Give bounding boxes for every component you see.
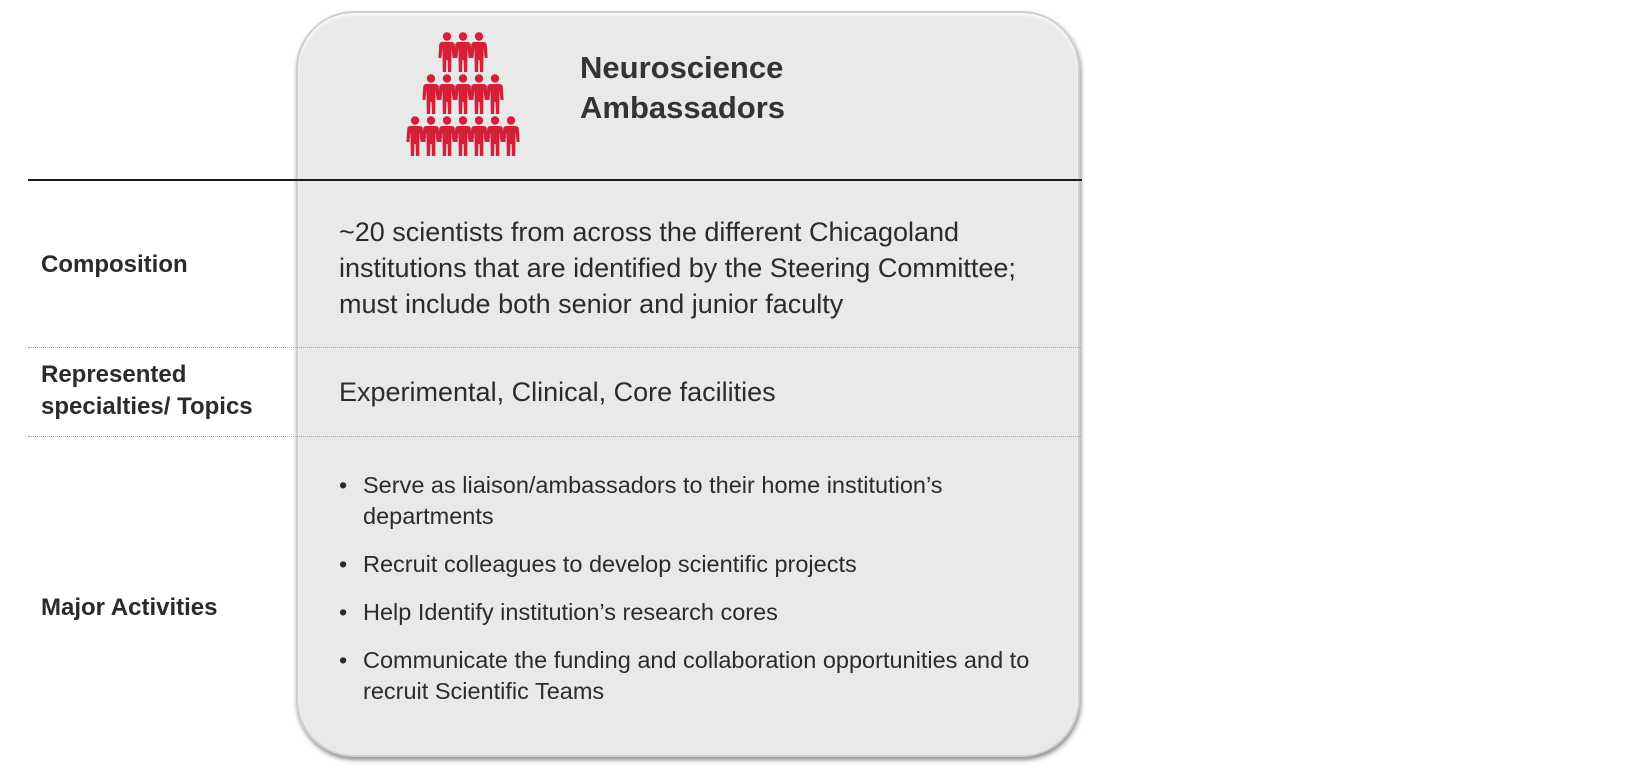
- specialties-label: [41, 359, 253, 423]
- specialties-text: Experimental, Clinical, Core facilities: [339, 377, 776, 407]
- activity-text: Recruit colleagues to develop scientific projects: [363, 551, 857, 577]
- specialties-label-line2: specialties/ Topics: [41, 393, 253, 420]
- card-title-line2: Ambassadors: [580, 90, 786, 125]
- bullet-icon: •: [339, 472, 348, 498]
- list-item: [339, 549, 1069, 580]
- header-divider: [28, 179, 1082, 181]
- composition-text: ~20 scientists from across the different Chicagoland institutions that are identified by the Steering Committee; must include both senior and junior faculty: [339, 217, 1016, 319]
- people-group-icon: [402, 30, 524, 160]
- card-title-line1: Neuroscience: [580, 50, 784, 85]
- list-item: [339, 470, 1069, 532]
- activity-text: Help Identify institution’s research cores: [363, 599, 778, 625]
- specialties-label-line1: Represented: [41, 361, 187, 388]
- activity-text: Communicate the funding and collaboration opportunities and to recruit Scientific Teams: [363, 647, 1030, 704]
- card-title: [580, 48, 785, 128]
- bullet-icon: •: [339, 551, 348, 577]
- bullet-icon: •: [339, 599, 348, 625]
- bullet-icon: •: [339, 647, 348, 673]
- row-divider-specialties: [28, 436, 1082, 437]
- row-divider-composition: [28, 347, 1082, 348]
- composition-label: Composition: [41, 251, 188, 278]
- activities-label: Major Activities: [41, 594, 218, 621]
- list-item: [339, 645, 1069, 707]
- activities-list: [339, 470, 1069, 724]
- activity-text: Serve as liaison/ambassadors to their home institution’s departments: [363, 472, 943, 529]
- list-item: [339, 597, 1069, 628]
